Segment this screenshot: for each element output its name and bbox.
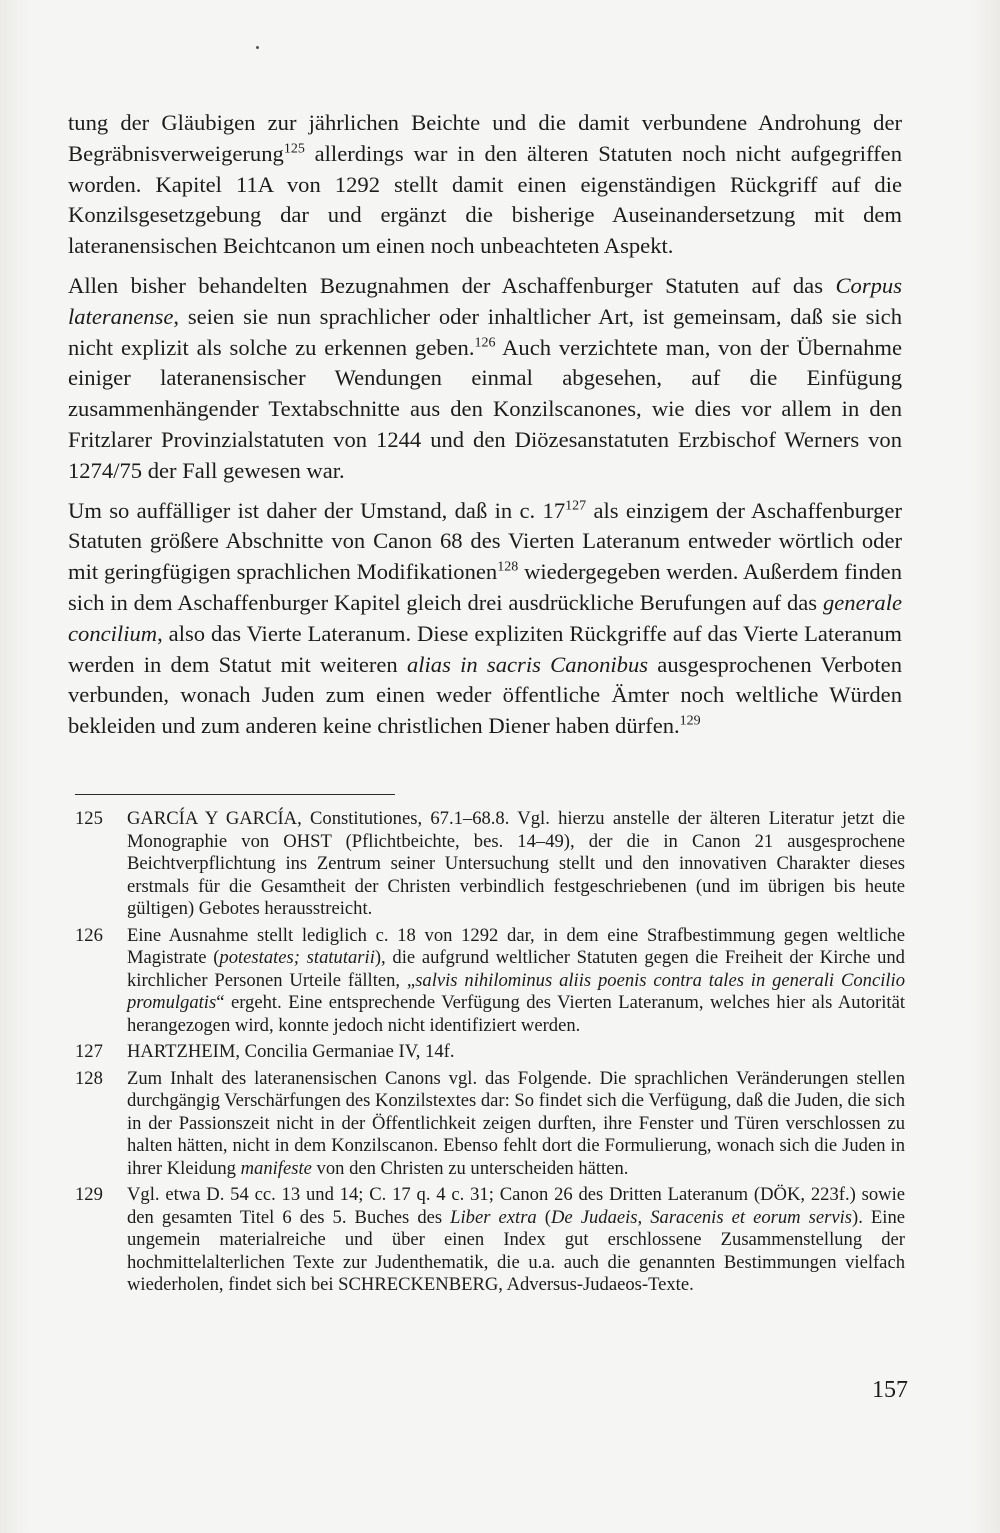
footnote-126 <box>75 925 905 1038</box>
footnote-number: 127 <box>75 1041 103 1062</box>
footnote-number: 126 <box>75 924 103 946</box>
footnote-127 <box>75 1041 905 1064</box>
footnote-ref-125[interactable]: 125 <box>283 141 305 157</box>
footnote-text: GARCÍA Y GARCÍA, Constitutiones, 67.1–68.8. Vgl. hierzu anstelle der älteren Literatur jetzt die Monographie von OHST (Pflichtbeichte, bes. 14–49), der die in Canon 21 ausgesprochene Beichtverpflichtung ins Zentrum seiner Untersuchung stellt und den innovativen Charakter dieses erstmals für die Gesamtheit der Christen verbindlich festgeschriebenen (und im übrigen bis heute gültigen) Gebotes herausstreicht. <box>127 808 905 919</box>
footnote-text: Zum Inhalt des lateranensischen Canons vgl. das Folgende. Die sprachlichen Veränderungen stellen durchgängig Verschärfungen des Konzilstextes dar: So findet sich die Verfügung, daß die Juden, die sich in der Passionszeit nicht in der Öffentlichkeit zeigen durften, ihre Fenster und Türen verschlossen zu halten hätten, nicht in dem Konzilscanon. Ebenso fehlt dort die Formulierung, wonach sich die Juden in ihrer Kleidung manifeste von den Christen zu unterscheiden hätten. <box>127 1067 905 1179</box>
main-text <box>68 108 902 751</box>
paragraph-1: tung der Gläubigen zur jährlichen Beichte und die damit verbundene Androhung der Begräbnisverweigerung$^{125}$ allerdings war in den älteren Statuten noch nicht aufgegriffen worden. Kapitel 11A von 1292 stellt damit einen eigenständigen Rückgriff auf die Konzilsgesetzgebung dar und ergänzt die bisherige Auseinandersetzung mit dem lateranensischen Beichtcanon um einen noch unbeachteten Aspekt. <box>68 110 902 259</box>
paragraph-3: Um so auffälliger ist daher der Umstand, daß in c. $17^{127}$ als einzigem der Aschaffenburger Statuten größere Abschnitte von Canon 68 des Vierten Lateranum entweder wörtlich oder mit geringfügigen sprachlichen Modifikationen$^{128}$ wiedergegeben werden. Außerdem finden sich in dem Aschaffenburger Kapitel gleich drei ausdrückliche Berufungen auf das generale concilium, also das Vierte Lateranum. Diese expliziten Rückgriffe auf das Vierte Lateranum werden in dem Statut mit weiteren alias in sacris Canonibus ausgesprochenen Verboten verbunden, wonach Juden zum einen weder öffentliche Ämter noch weltliche Würden bekleiden und zum anderen keine christlichen Diener haben dürfen.$^{129}$ <box>68 497 903 739</box>
ink-speck <box>256 46 259 49</box>
footnote-text: Vgl. etwa D. 54 cc. 13 und 14; C. 17 q. 4 c. 31; Canon 26 des Dritten Lateranum (DÖK, 223f.) sowie den gesamten Titel 6 des 5. Buches des Liber extra (De Judaeis, Saracenis et eorum servis). Eine ungemein materialreiche und über einen Index gut erschlossene Zusammenstellung der hochmittelalterlichen Texte zur Judenthematik, die u.a. auch die genannten Bestimmungen vielfach wiederholen, findet sich bei SCHRECKENBERG, Adversus-Judaeos-Texte. <box>127 1184 905 1295</box>
footnote-129 <box>75 1184 905 1297</box>
footnote-number: 128 <box>75 1067 103 1089</box>
footnote-ref-129[interactable]: 129 <box>679 713 701 729</box>
footnotes <box>75 808 905 1301</box>
footnote-text: Eine Ausnahme stellt lediglich c. 18 von 1292 dar, in dem eine Strafbestimmung gegen weltliche Magistrate (potestates; statutarii), die aufgrund weltlicher Statuten gegen die Freiheit der Kirche und kirchlicher Personen Urteile fällten, „salvis nihilominus aliis poenis contra tales in generali Concilio promulgatis“ ergeht. Eine entsprechende Verfügung des Vierten Lateranum, welches hier als Autorität herangezogen wird, konnte jedoch nicht identifiziert werden. <box>127 924 905 1036</box>
footnote-number: 129 <box>75 1184 103 1205</box>
footnote-ref-126[interactable]: 126 <box>474 334 496 350</box>
footnote-128 <box>75 1068 905 1181</box>
footnote-text: HARTZHEIM, Concilia Germaniae IV, 14f. <box>127 1041 455 1062</box>
footnote-125 <box>75 808 905 921</box>
footnote-ref-128[interactable]: 128 <box>497 559 519 575</box>
footnote-number: 125 <box>75 808 103 829</box>
page-number: 157 <box>872 1377 908 1403</box>
paragraph-2: Allen bisher behandelten Bezugnahmen der Aschaffenburger Statuten auf das Corpus lateranense, seien sie nun sprachlicher oder inhaltlicher Art, ist gemeinsam, daß sie sich nicht explizit als solche zu erkennen geben.$^{126}$ Auch verzichtete man, von der Übernahme einiger lateranensischer Wendungen einmal abgesehen, auf die Einfügung zusammenhängender Textabschnitte aus den Konzilscanones, wie dies vor allem in den Fritzlarer Provinzialstatuten von 1244 und den Diözesanstatuten Erzbischof Werners von 1274/75 der Fall gewesen war. <box>68 272 902 483</box>
footnote-ref-127[interactable]: 127 <box>565 497 587 513</box>
footnote-separator <box>75 794 395 795</box>
